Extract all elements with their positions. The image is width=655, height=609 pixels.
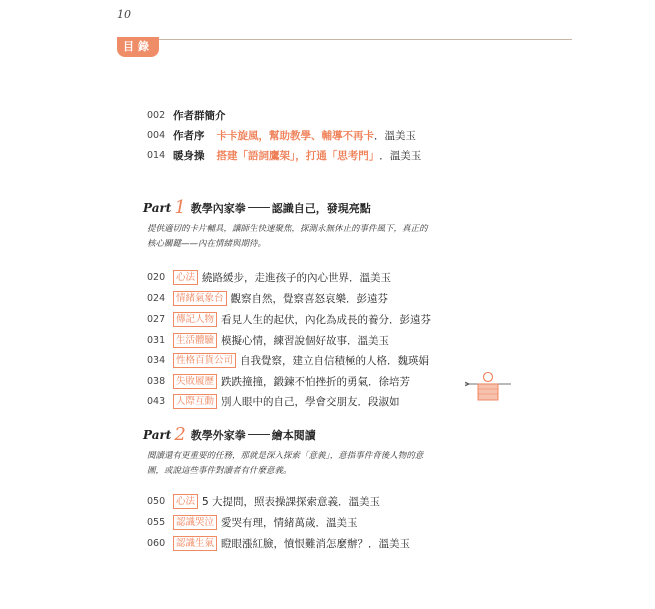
- part-word: Part: [143, 200, 172, 215]
- entry-title: 跌跌撞撞，鍛鍊不怕挫折的勇氣．徐培芳: [221, 375, 411, 388]
- toc-entry[interactable]: [147, 352, 429, 368]
- entry-title: 愛哭有理，情緒萬歲．溫美玉: [221, 516, 358, 529]
- toc-entry[interactable]: [147, 373, 410, 389]
- category-tag: 性格百貨公司: [173, 353, 236, 368]
- toc-entry[interactable]: [147, 107, 238, 123]
- toc-entry[interactable]: [147, 493, 380, 509]
- toc-entry[interactable]: [147, 290, 388, 306]
- part-intro: [147, 449, 475, 479]
- page-ref: 050: [147, 495, 166, 507]
- page-ref: 055: [147, 516, 166, 528]
- header-rule: [117, 39, 572, 40]
- category-tag: 失敗履歷: [173, 374, 217, 389]
- dash-divider: [248, 434, 270, 435]
- entry-label: 暖身操: [173, 149, 205, 162]
- part-title-a: 教學外家拳: [190, 428, 246, 442]
- entry-title: 卡卡旋風，幫助教學、輔導不再卡: [216, 129, 374, 142]
- page-number: 10: [117, 8, 131, 21]
- page-ref: 014: [147, 149, 166, 161]
- entry-author: ．溫美玉: [379, 149, 422, 162]
- toc-entry[interactable]: [147, 311, 431, 327]
- intro-line: 核心關鍵——內在情緒與期待。: [147, 239, 267, 249]
- toc-entry[interactable]: [147, 514, 358, 530]
- category-tag: 傳記人物: [173, 312, 217, 327]
- entry-title: 觀察自然，覺察喜怒哀樂．彭遠芬: [230, 292, 389, 305]
- entry-title: 搭建「語詞鷹架」，打通「思考門」: [216, 149, 380, 162]
- entry-title: 繞路緩步，走進孩子的內心世界．溫美玉: [202, 271, 392, 284]
- page-ref: 024: [147, 292, 166, 304]
- entry-title: 自我覺察，建立自信積極的人格．魏瑛娟: [240, 354, 430, 367]
- part-heading: [143, 197, 371, 218]
- part-number: 1: [174, 197, 186, 218]
- part-intro: [147, 222, 475, 252]
- intro-line: 提供適切的卡片輔具，讓師生快速聚焦，探測永無休止的事件風下，真正的: [147, 224, 428, 234]
- entry-title: 別人眼中的自己，學會交朋友．段淑如: [221, 395, 400, 408]
- page-ref: 043: [147, 395, 166, 407]
- page-ref: 020: [147, 271, 166, 283]
- page-ref: 034: [147, 354, 166, 366]
- toc-entry[interactable]: [147, 332, 389, 348]
- part-title-a: 教學內家拳: [190, 201, 246, 215]
- toc-entry[interactable]: [147, 269, 391, 285]
- toc-label: 目錄: [117, 37, 159, 57]
- category-tag: 認識生氣: [173, 536, 217, 551]
- part-title-b: 認識自己，發現亮點: [271, 201, 371, 215]
- category-tag: 認識哭泣: [173, 515, 217, 530]
- entry-author: ．溫美玉: [374, 129, 416, 142]
- page-ref: 031: [147, 334, 166, 346]
- dash-divider: [248, 207, 270, 208]
- intro-line: 閱讀還有更重要的任務，那就是深入探索「意義」，意指事件背後人物的意: [147, 451, 424, 461]
- category-tag: 情緒氣象台: [173, 291, 227, 306]
- entry-label: 作者序: [173, 129, 205, 142]
- toc-entry[interactable]: [147, 535, 410, 551]
- part-word: Part: [143, 427, 172, 442]
- entry-title: 看見人生的起伏，內化為成長的養分．彭遠芬: [221, 313, 432, 326]
- toc-entry[interactable]: [147, 147, 421, 163]
- page-ref: 038: [147, 375, 166, 387]
- entry-title: 瞪眼漲紅臉，憤恨難消怎麼辦？．溫美玉: [221, 537, 411, 550]
- entry-title: 模擬心情，練習說個好故事．溫美玉: [221, 334, 390, 347]
- entry-label: 作者群簡介: [173, 109, 226, 122]
- entry-title: 5 大提問，照表操課探索意義．溫美玉: [202, 495, 381, 508]
- part-number: 2: [174, 424, 186, 445]
- category-tag: 心法: [173, 270, 198, 285]
- part-heading: [143, 424, 316, 445]
- toc-entry[interactable]: [147, 393, 400, 409]
- category-tag: 心法: [173, 494, 198, 509]
- part-title-b: 繪本閱讀: [271, 428, 316, 442]
- page-ref: 004: [147, 129, 166, 141]
- page-ref: 002: [147, 109, 166, 121]
- page-ref: 027: [147, 313, 166, 325]
- category-tag: 人際互動: [173, 394, 217, 409]
- toc-entry[interactable]: [147, 127, 416, 143]
- reading-child-illustration: [463, 370, 513, 404]
- intro-line: 圖，或說這些事件對讀者有什麼意義。: [147, 466, 292, 476]
- category-tag: 生活體驗: [173, 333, 217, 348]
- page-ref: 060: [147, 537, 166, 549]
